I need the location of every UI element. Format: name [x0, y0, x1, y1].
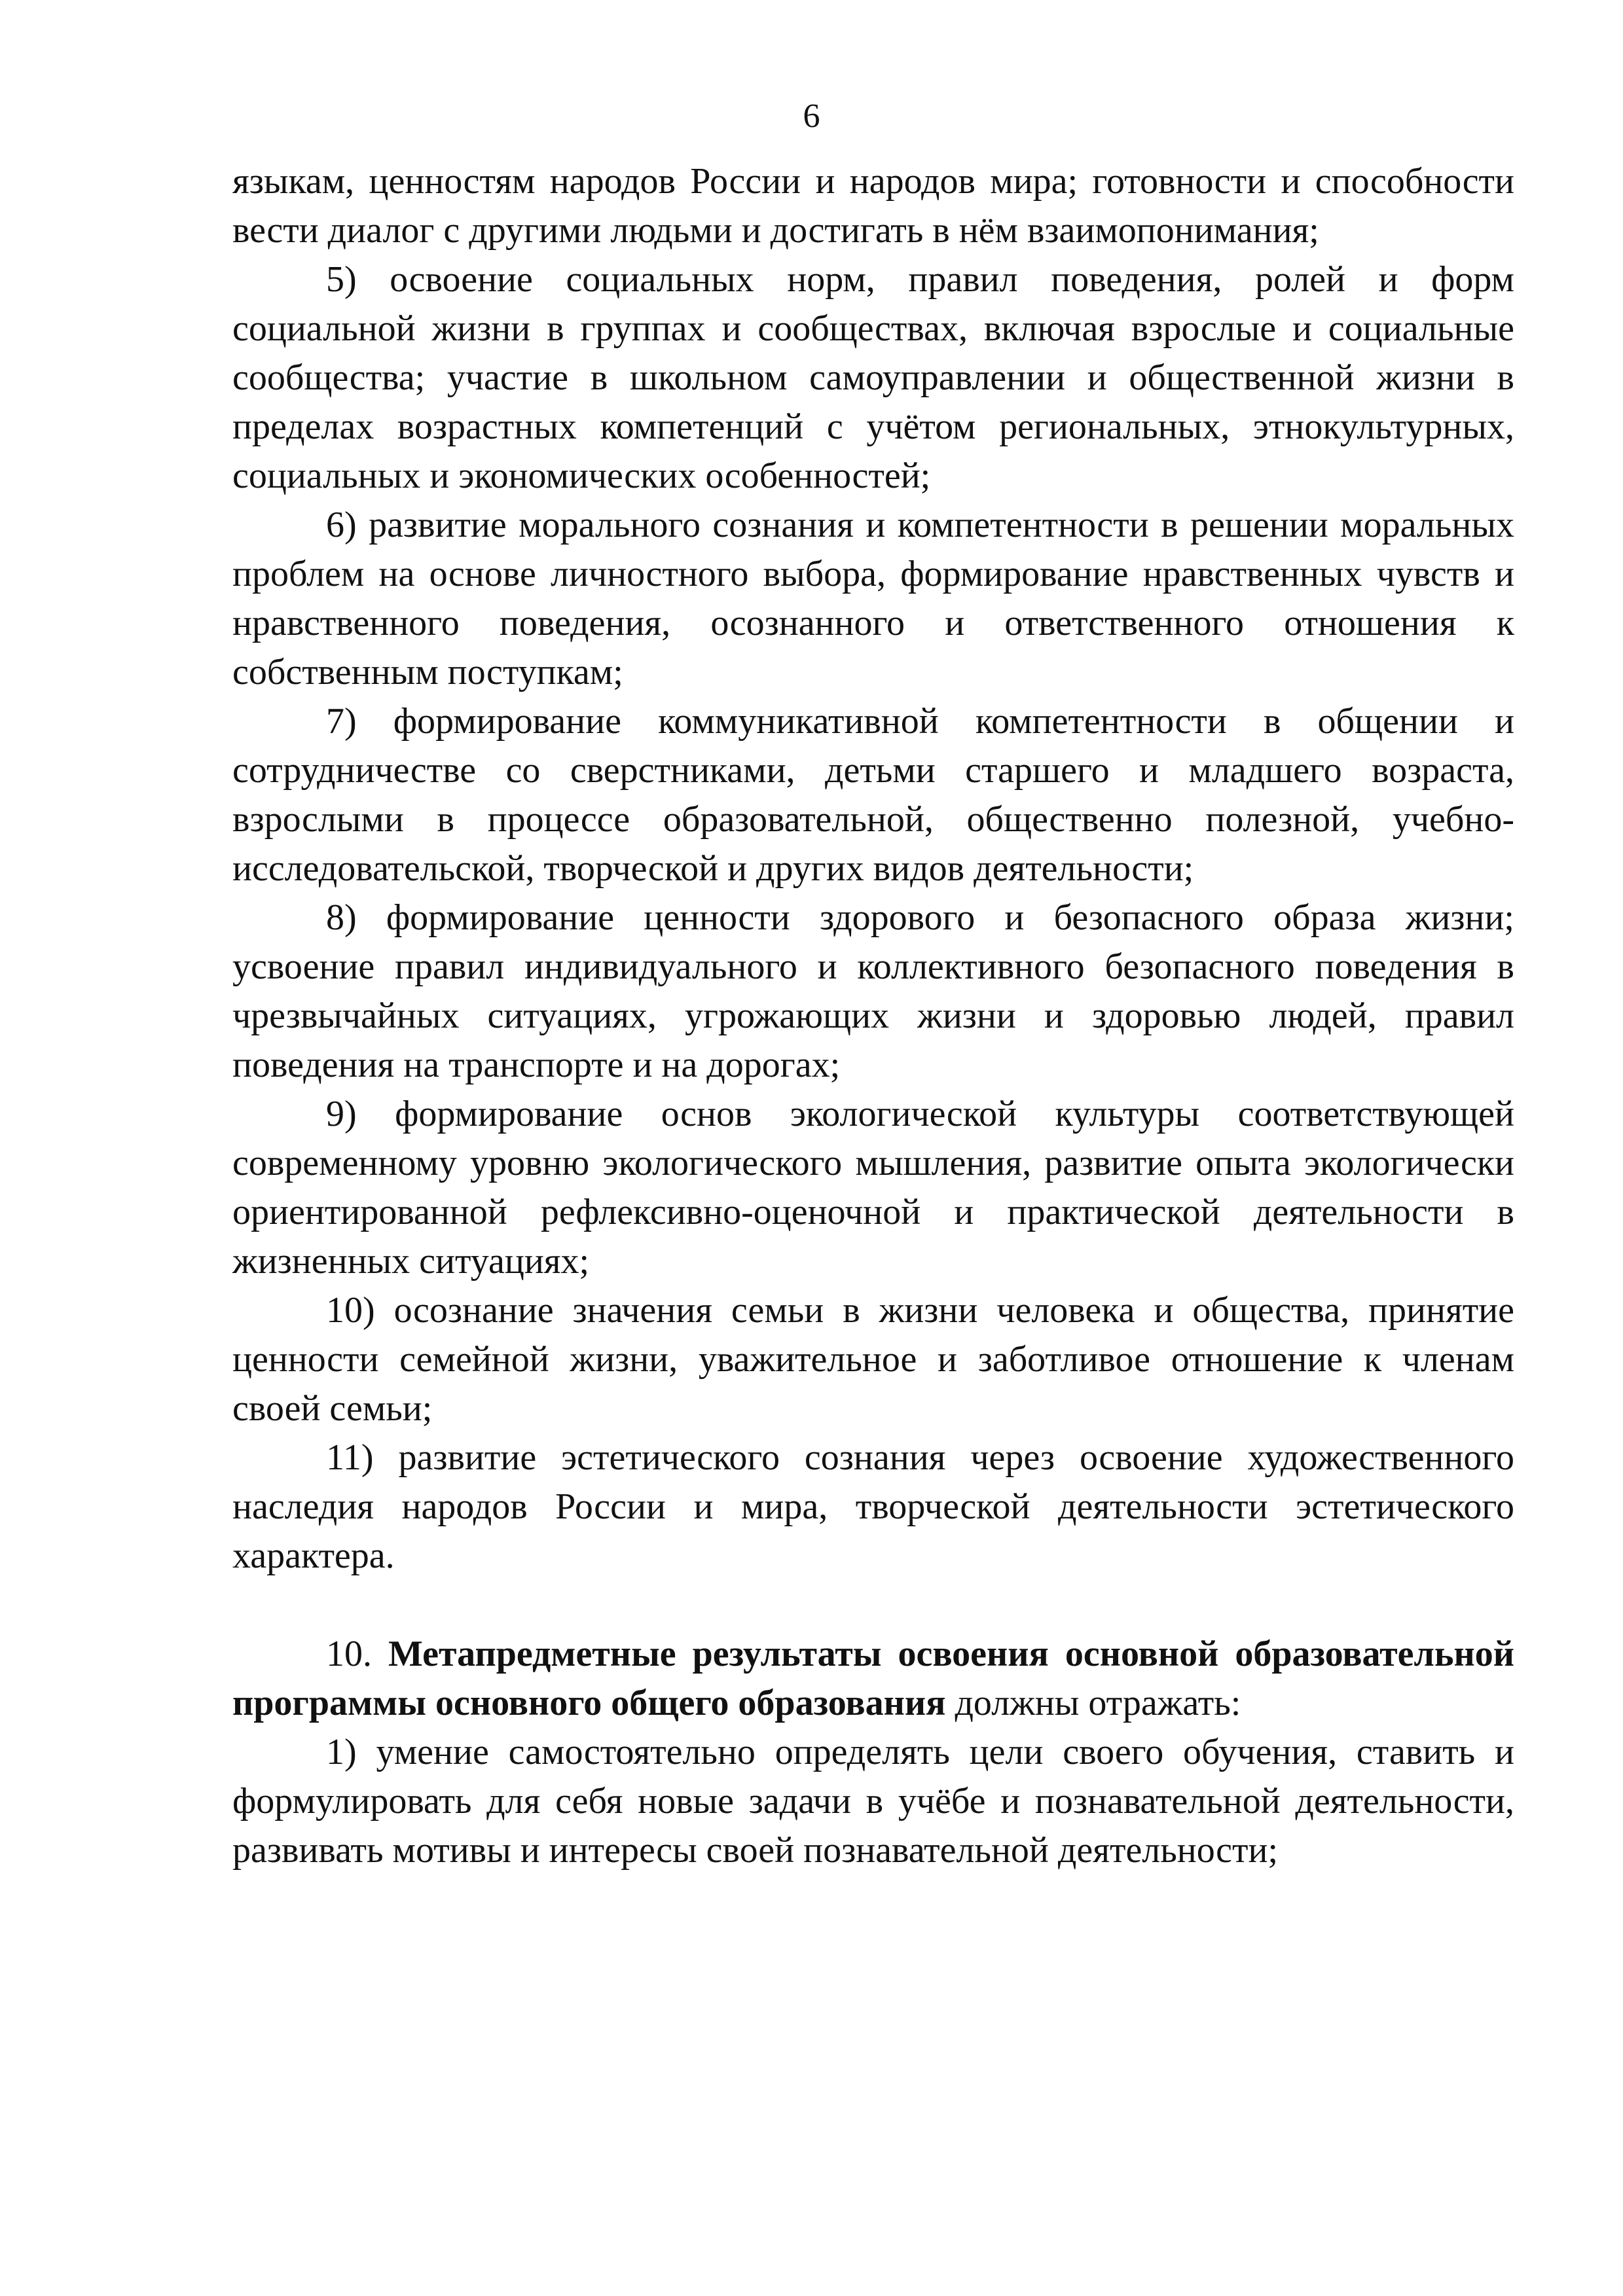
list-item-8: 8) формирование ценности здорового и безопасного образа жизни; усвоение правил индивидуального и коллективного безопасного поведения в чрезвычайных ситуациях, угрожающих жизни и здоровью людей, правил поведения на транспорте и на дорогах;	[232, 897, 1514, 1085]
document-body	[232, 157, 1514, 1875]
section-10-item-1: 1) умение самостоятельно определять цели своего обучения, ставить и формулировать для себя новые задачи в учёбе и познавательной деятельности, развивать мотивы и интересы своей познавательной деятельности;	[232, 1732, 1514, 1871]
list-item-5: 5) освоение социальных норм, правил поведения, ролей и форм социальной жизни в группах и сообществах, включая взрослые и социальные сообщества; участие в школьном самоуправлении и общественной жизни в пределах возрастных компетенций с учётом региональных, этнокультурных, социальных и экономических особенностей;	[232, 259, 1514, 496]
section-spacer	[232, 1581, 1514, 1630]
page-number: 6	[803, 98, 820, 135]
paragraph-continuation: языкам, ценностям народов России и народов мира; готовности и способности вести диалог с другими людьми и достигать в нём взаимопонимания;	[232, 161, 1514, 251]
list-item-11: 11) развитие эстетического сознания через освоение художественного наследия народов России и мира, творческой деятельности эстетического характера.	[232, 1437, 1514, 1576]
list-item-7: 7) формирование коммуникативной компетентности в общении и сотрудничестве со сверстниками, детьми старшего и младшего возраста, взрослыми в процессе образовательной, общественно полезной, учебно-исследовательской, творческой и других видов деятельности;	[232, 701, 1514, 889]
list-item-6: 6) развитие морального сознания и компетентности в решении моральных проблем на основе личностного выбора, формирование нравственных чувств и нравственного поведения, осознанного и ответственного отношения к собственным поступкам;	[232, 505, 1514, 692]
list-item-9: 9) формирование основ экологической культуры соответствующей современному уровню экологического мышления, развитие опыта экологически ориентированной рефлексивно-оценочной и практической деятельности в жизненных ситуациях;	[232, 1094, 1514, 1282]
section-10-heading	[232, 1630, 1514, 1728]
section-10-rest: должны отражать:	[945, 1683, 1241, 1723]
section-10-bold-title: Метапредметные результаты освоения основной образовательной программы основного общего образования	[232, 1634, 1515, 1723]
list-item-10: 10) осознание значения семьи в жизни человека и общества, принятие ценности семейной жизни, уважительное и заботливое отношение к членам своей семьи;	[232, 1290, 1514, 1429]
section-10-number: 10.	[326, 1634, 389, 1674]
